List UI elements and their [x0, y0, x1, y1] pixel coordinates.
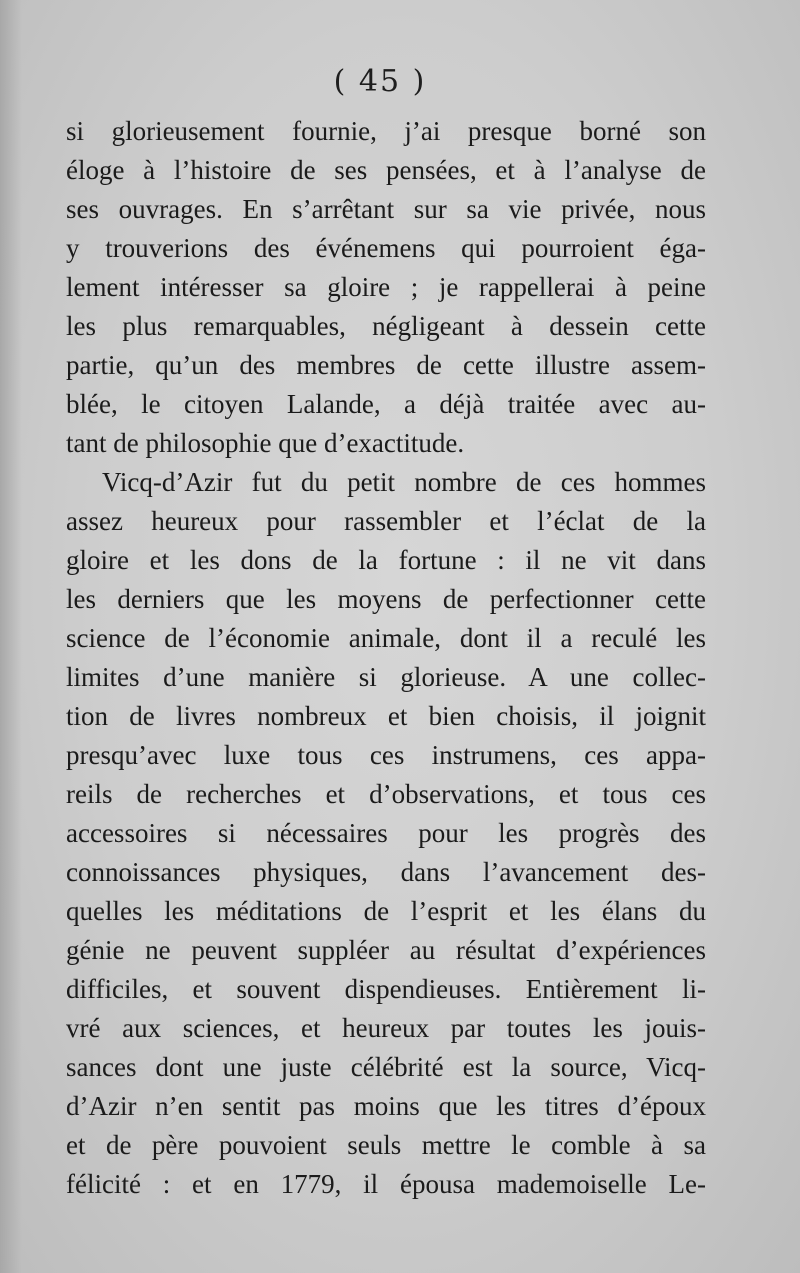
page-number: ( 45 )	[333, 64, 427, 99]
text-line: difficiles, et souvent dispendieuses. Entièrement li-	[66, 974, 706, 1004]
text-line: connoissances physiques, dans l’avancement des-	[66, 857, 706, 887]
gutter-shadow	[0, 0, 22, 1273]
text-line: partie, qu’un des membres de cette illustre assem-	[66, 350, 706, 380]
text-line: y trouverions des événemens qui pourroient éga-	[66, 233, 706, 263]
text-line: Vicq-d’Azir fut du petit nombre de ces hommes	[102, 467, 706, 497]
body-text	[66, 112, 706, 1204]
text-line: lement intéresser sa gloire ; je rappellerai à peine	[66, 272, 706, 302]
text-line: si glorieusement fournie, j’ai presque borné son	[66, 116, 706, 146]
text-line: reils de recherches et d’observations, et tous ces	[66, 779, 706, 809]
text-line: tant de philosophie que d’exactitude.	[66, 428, 465, 458]
text-line: limites d’une manière si glorieuse. A une collec-	[66, 662, 706, 692]
text-line: vré aux sciences, et heureux par toutes les jouis-	[66, 1013, 706, 1043]
text-line: tion de livres nombreux et bien choisis, il joignit	[66, 701, 706, 731]
text-line: félicité : et en 1779, il épousa mademoiselle Le-	[66, 1169, 706, 1199]
text-line: blée, le citoyen Lalande, a déjà traitée avec au-	[66, 389, 706, 419]
text-line: sances dont une juste célébrité est la source, Vicq-	[66, 1052, 706, 1082]
text-line: et de père pouvoient seuls mettre le comble à sa	[66, 1130, 706, 1160]
text-line: assez heureux pour rassembler et l’éclat de la	[66, 506, 706, 536]
text-line: science de l’économie animale, dont il a reculé les	[66, 623, 706, 653]
paragraph	[66, 463, 706, 1204]
text-line: gloire et les dons de la fortune : il ne vit dans	[66, 545, 706, 575]
text-line: éloge à l’histoire de ses pensées, et à l’analyse de	[66, 155, 706, 185]
text-line: presqu’avec luxe tous ces instrumens, ces appa-	[66, 740, 706, 770]
text-line: les plus remarquables, négligeant à dessein cette	[66, 311, 706, 341]
paragraph	[66, 112, 706, 463]
text-line: ses ouvrages. En s’arrêtant sur sa vie privée, nous	[66, 194, 706, 224]
text-line: quelles les méditations de l’esprit et les élans du	[66, 896, 706, 926]
text-line: les derniers que les moyens de perfectionner cette	[66, 584, 706, 614]
text-line: accessoires si nécessaires pour les progrès des	[66, 818, 706, 848]
text-line: génie ne peuvent suppléer au résultat d’expériences	[66, 935, 706, 965]
text-line: d’Azir n’en sentit pas moins que les titres d’époux	[66, 1091, 706, 1121]
